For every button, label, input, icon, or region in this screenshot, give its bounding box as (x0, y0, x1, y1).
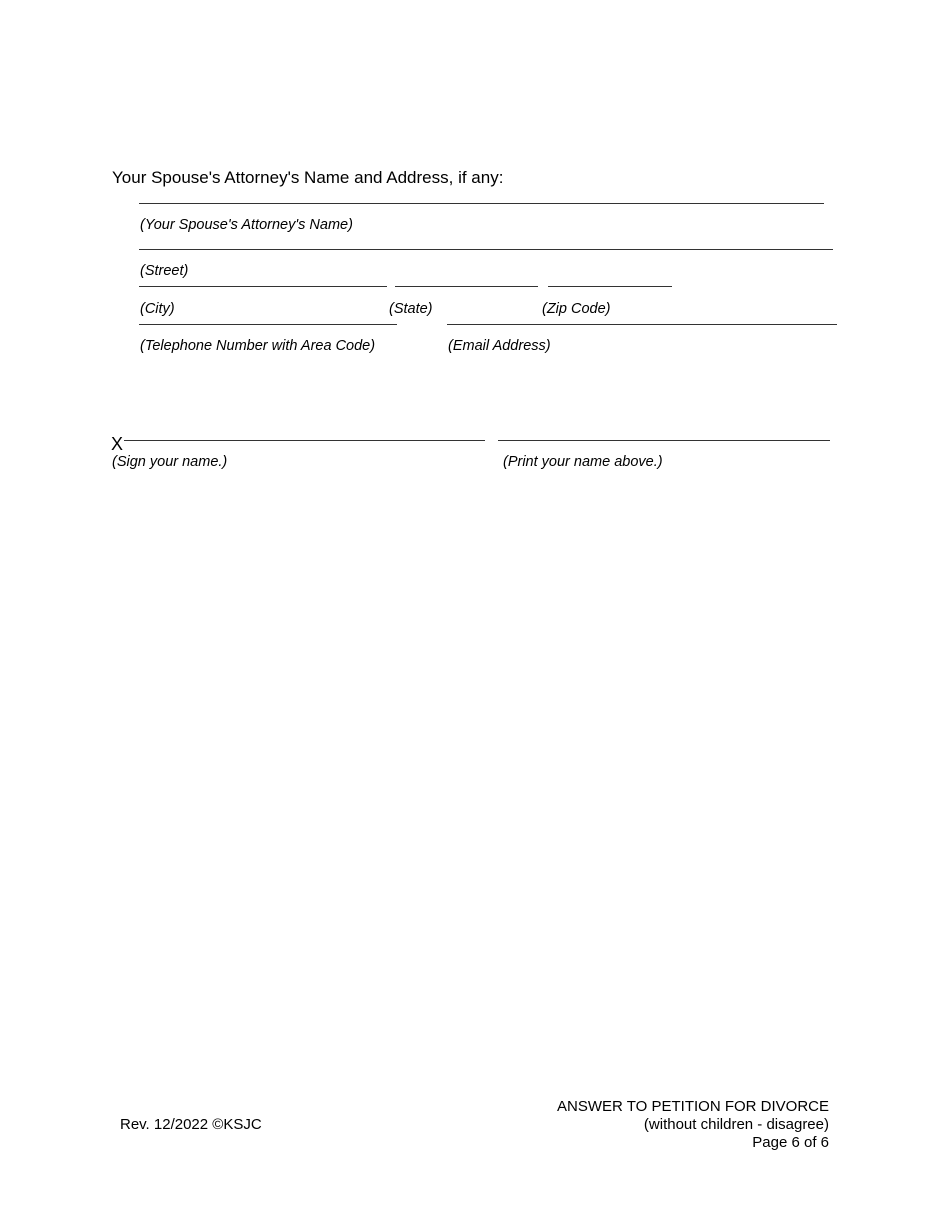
state-label: (State) (389, 301, 433, 317)
attorney-section-heading: Your Spouse's Attorney's Name and Address, if any: (112, 168, 504, 187)
city-label: (City) (140, 301, 175, 317)
sign-name-label: (Sign your name.) (112, 454, 228, 470)
telephone-label: (Telephone Number with Area Code) (140, 338, 376, 354)
email-label: (Email Address) (448, 338, 551, 354)
footer-form-title: ANSWER TO PETITION FOR DIVORCE (557, 1098, 829, 1115)
signature-field[interactable] (124, 440, 485, 441)
state-field[interactable] (395, 286, 538, 287)
zip-label: (Zip Code) (542, 301, 611, 317)
footer-page-number: Page 6 of 6 (752, 1134, 829, 1151)
city-field[interactable] (139, 286, 387, 287)
signature-x-mark: X (111, 434, 124, 454)
attorney-name-label: (Your Spouse's Attorney's Name) (140, 217, 353, 233)
printed-name-field[interactable] (498, 440, 830, 441)
email-field[interactable] (447, 324, 837, 325)
footer-form-subtitle: (without children - disagree) (643, 1116, 829, 1133)
print-name-label: (Print your name above.) (503, 454, 663, 470)
street-field[interactable] (139, 249, 833, 250)
attorney-name-field[interactable] (139, 203, 824, 204)
telephone-field[interactable] (139, 324, 397, 325)
street-label: (Street) (140, 263, 189, 279)
footer-revision: Rev. 12/2022 ©KSJC (120, 1116, 262, 1133)
zip-field[interactable] (548, 286, 672, 287)
